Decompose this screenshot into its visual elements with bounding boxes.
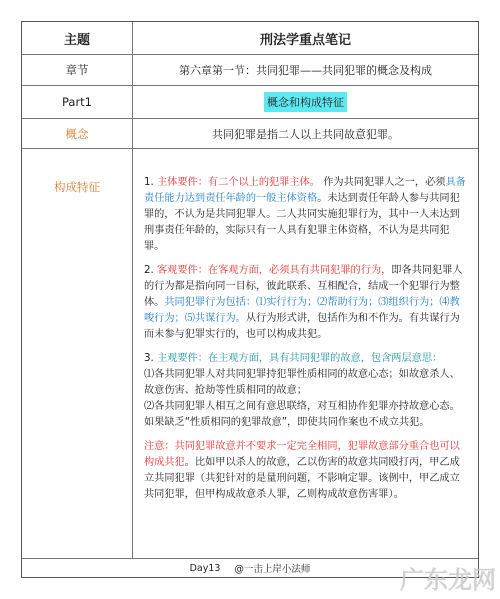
p3-item-1: ⑴各共同犯罪人对共同犯罪持犯罪性质相同的故意心态；如故意杀人、故意伤害、抢劫等性质相同的故意； [144,369,460,396]
features-label: 构成特征 [22,149,133,559]
p2-number: 2. [144,265,154,276]
footer-author: @一击上岸小法师 [234,564,311,575]
subjective-requirement-paragraph [144,351,468,431]
note-paragraph [144,439,468,503]
p1-highlight: 具备责任能力达到责任年龄的一般主体资格 [144,177,466,204]
p2-text-b: 从行为形式讲，包括作为和不作为。有共谋行为而未参与犯罪实行的，也可以构成共犯。 [144,313,460,340]
p2-heading: 客观要件：在客观方面，必须具有共同犯罪的行为， [156,265,392,276]
features-row [22,149,478,559]
p2-highlight: 共同犯罪行为包括：⑴实行行为；⑵帮助行为；⑶组织行为；⑷教唆行为；⑸共谋行为。 [144,297,460,324]
part-value: 概念和构成特征 [264,92,347,112]
note-body: 。比如甲以杀人的故意，乙以伤害的故意共同殴打丙，甲乙成立共同犯罪（共犯针对的是量刑问题，不影响定罪。该例中，甲乙成立共同犯罪，但甲构成故意杀人罪，乙则构成故意伤害罪）。 [144,457,460,500]
p3-item-2: ⑵各共同犯罪人相互之间有意思联络，对互相协作犯罪亦持故意心态。如果缺乏“性质相同的犯罪故意”，即使共同作案也不成立共犯。 [144,401,460,428]
part-row [22,86,478,119]
chapter-label: 章节 [22,55,133,85]
footer-day: Day13 [189,562,221,574]
p1-text-a: 作为共同犯罪人之一，必须 [323,177,446,188]
objective-requirement-paragraph [144,263,468,343]
features-content [144,149,468,511]
p3-number: 3. [144,353,154,364]
p1-heading: 主体要件：有二个以上的犯罪主体。 [156,177,320,188]
notes-sheet [21,21,479,578]
header-topic-label: 主题 [22,22,133,54]
header-row [22,22,478,55]
site-watermark-logo: 广东龙网 [400,565,496,594]
concept-label: 概念 [22,119,133,148]
note-heading: 注意：共同犯罪故意并不要求一定完全相同，犯罪故意部分重合也可以构成共犯 [144,441,460,468]
chapter-value: 第六章第一节：共同犯罪——共同犯罪的概念及构成 [179,64,432,77]
concept-row [22,119,478,149]
p1-number: 1. [144,177,154,188]
subject-requirement-paragraph [144,175,468,255]
p2-text-a: 即各共同犯罪人的行为都是指向同一目标，彼此联系、互相配合，结成一个犯罪行为整体。 [144,265,463,308]
chapter-row [22,55,478,86]
concept-value: 共同犯罪是指二人以上共同故意犯罪。 [212,127,399,141]
p3-heading: 主观要件：在主观方面，具有共同犯罪的故意，包含两层意思： [156,353,443,364]
p1-text-b: 。未达到责任年龄人参与共同犯罪的，不认为是共同犯罪人。二人共同实施犯罪行为，其中一人未达到刑事责任年龄的，实际只有一人具有犯罪主体资格，不认为是共同犯罪。 [144,193,460,252]
part-label: Part1 [22,86,133,118]
header-title: 刑法学重点笔记 [259,32,351,48]
